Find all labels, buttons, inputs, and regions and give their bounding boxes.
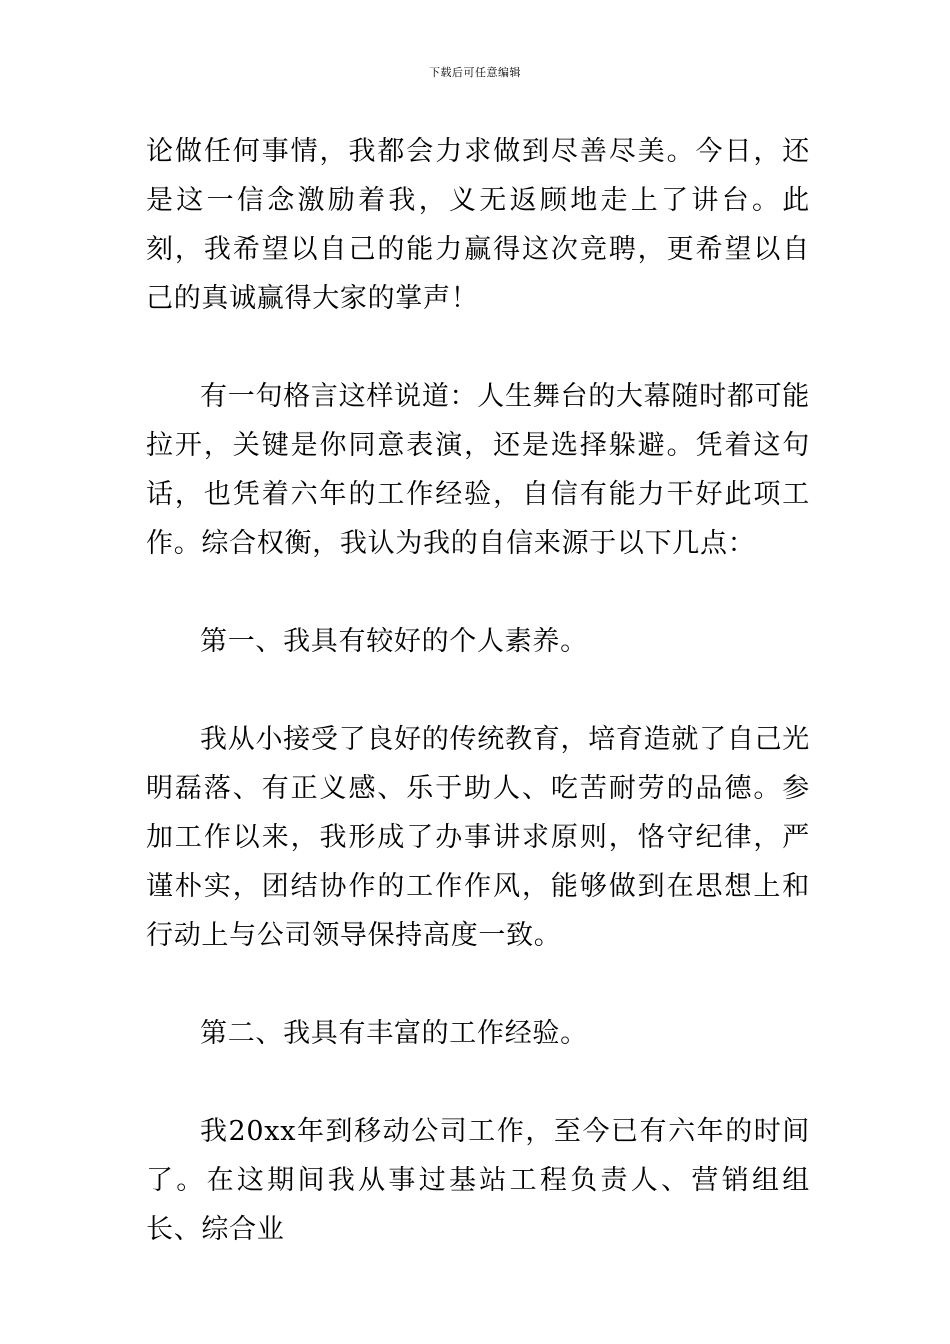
- paragraph: 论做任何事情，我都会力求做到尽善尽美。今日，还是这一信念激励着我，义无返顾地走上了讲台。此刻，我希望以自己的能力赢得这次竞聘，更希望以自己的真诚赢得大家的掌声！: [146, 136, 810, 314]
- paragraph: 我20xx年到移动公司工作，至今已有六年的时间了。在这期间我从事过基站工程负责人、营销组组长、综合业: [146, 1116, 810, 1245]
- section-heading: 第二、我具有丰富的工作经验。: [200, 1018, 588, 1049]
- section-heading: 第一、我具有较好的个人素养。: [200, 626, 588, 657]
- paragraph: 我从小接受了良好的传统教育，培育造就了自己光明磊落、有正义感、乐于助人、吃苦耐劳的品德。参加工作以来，我形成了办事讲求原则，恪守纪律，严谨朴实，团结协作的工作作风，能够做到在思想上和行动上与公司领导保持高度一致。: [146, 724, 810, 951]
- paragraph: 有一句格言这样说道：人生舞台的大幕随时都可能拉开，关键是你同意表演，还是选择躲避。凭着这句话，也凭着六年的工作经验，自信有能力干好此项工作。综合权衡，我认为我的自信来源于以下几点：: [146, 381, 810, 559]
- paragraph-gap: [146, 568, 810, 617]
- paragraph-gap: [146, 666, 810, 715]
- page-header: 下载后可任意编辑: [429, 66, 521, 79]
- paragraph-gap: [146, 323, 810, 372]
- paragraph-gap: [146, 1058, 810, 1107]
- paragraph-gap: [146, 960, 810, 1009]
- document-body: [146, 127, 810, 1254]
